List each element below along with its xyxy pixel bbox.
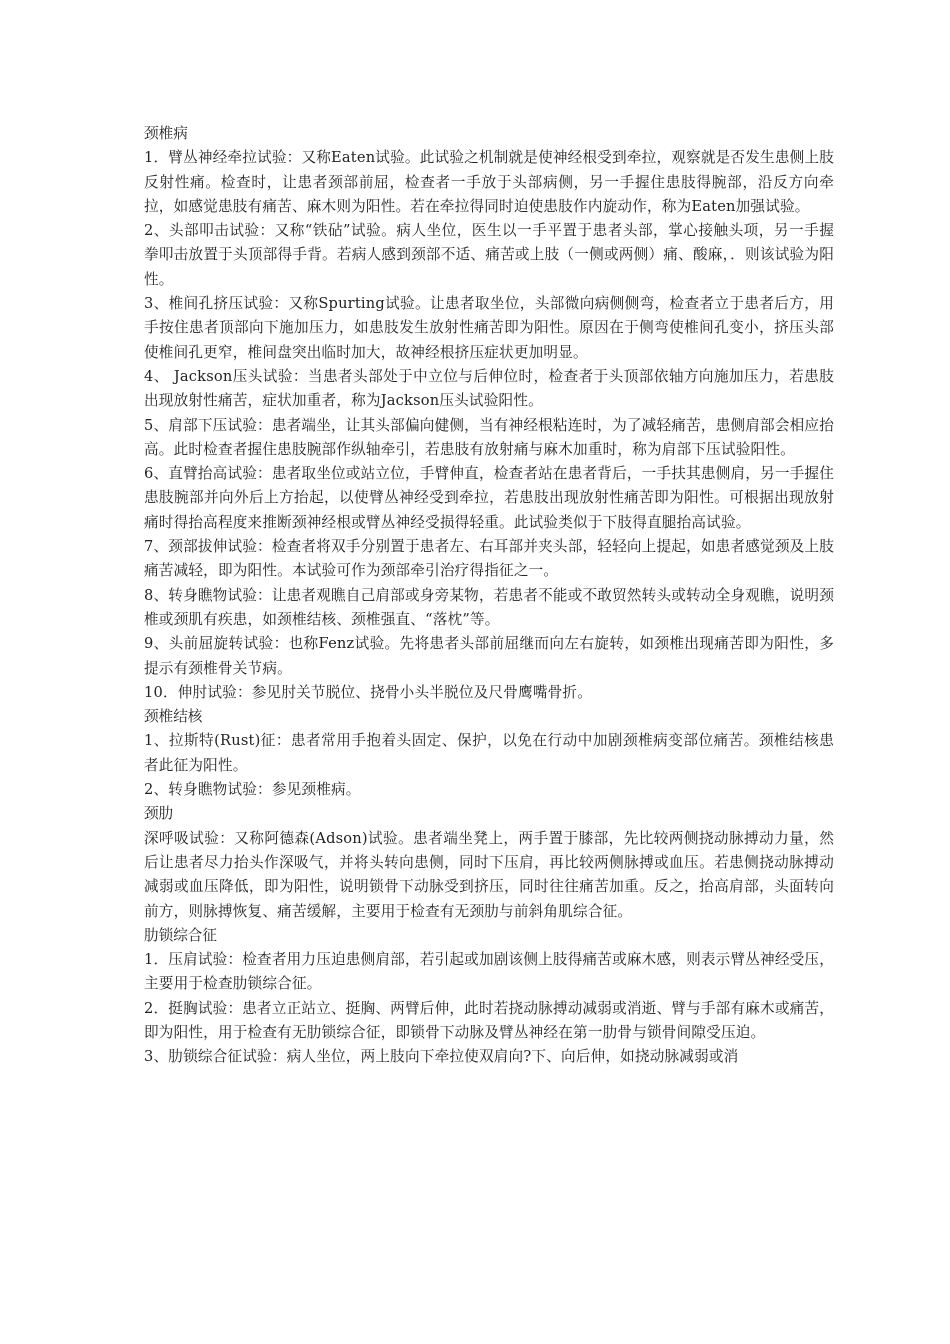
section-heading-cervical-rib: 颈肋 xyxy=(144,805,174,823)
paragraph-rust-sign: 1、拉斯特(Rust)征：患者常用手抱着头固定、保护，以免在行动中加剧颈椎病变部位痛苦。颈椎结核患者此征为阳性。 xyxy=(144,732,834,774)
paragraph-straight-arm-raise-test: 6、直臂抬高试验：患者取坐位或站立位，手臂伸直，检查者站在患者背后，一手扶其患侧肩，另一手握住患肢腕部并向外后上方抬起，以使臂丛神经受到牵拉，若患肢出现放射性痛苦即为阳性。可根据出现放射痛时得抬高程度来推断颈神经根或臂丛神经受损得轻重。此试验类似于下肢得直腿抬高试验。 xyxy=(144,465,835,531)
paragraph-costoclavicular-test: 3、肋锁综合征试验：病人坐位，两上肢向下牵拉使双肩向?下、向后伸，如挠动脉减弱或消 xyxy=(144,1048,739,1066)
document-page xyxy=(144,122,834,1070)
paragraph-fenz-test: 9、头前屈旋转试验：也称Fenz试验。先将患者头部前屈继而向左右旋转，如颈椎出现痛苦即为阳性，多提示有颈椎骨关节病。 xyxy=(144,635,834,677)
paragraph-jackson-test: 4、 Jackson压头试验：当患者头部处于中立位与后伸位时，检查者于头顶部依轴方向施加压力，若患肢出现放射性痛苦，症状加重者，称为Jackson压头试验阳性。 xyxy=(144,367,834,410)
paragraph-turn-and-look-test: 8、转身瞧物试验：让患者观瞧自己肩部或身旁某物，若患者不能或不敢贸然转头或转动全身观瞧，说明颈椎或颈肌有疾患，如颈椎结核、颈椎强直、“落枕”等。 xyxy=(144,586,835,628)
paragraph-shoulder-depression-test: 5、肩部下压试验：患者端坐，让其头部偏向健侧，当有神经根粘连时，为了减轻痛苦，患侧肩部会相应抬高。此时检查者握住患肢腕部作纵轴牵引，若患肢有放射痛与麻木加重时，称为肩部下压试验阳性。 xyxy=(144,416,835,458)
paragraph-eaten-test: 1．臂丛神经牵拉试验：又称Eaten试验。此试验之机制就是使神经根受到牵拉，观察就是否发生患侧上肢反射性痛。检查时，让患者颈部前屈，检查者一手放于头部病侧，另一手握住患肢得腕部，沿反方向牵拉，如感觉患肢有痛苦、麻木则为阳性。若在牵拉得同时迫使患肢作内旋动作，称为Eaten加强试验。 xyxy=(144,149,834,215)
paragraph-spurling-test: 3、椎间孔挤压试验：又称Spurting试验。让患者取坐位，头部微向病侧侧弯，检查者立于患者后方，用手按住患者顶部向下施加压力，如患肢发生放射性痛苦即为阳性。原因在于侧弯使椎间孔变小，挤压头部使椎间孔更窄，椎间盘突出临时加大，故神经根挤压症状更加明显。 xyxy=(144,295,834,361)
paragraph-neck-traction-test: 7、颈部拔伸试验：检查者将双手分别置于患者左、右耳部并夹头部，轻轻向上提起，如患者感觉颈及上肢痛苦减轻，即为阳性。本试验可作为颈部牵引治疗得指征之一。 xyxy=(144,538,835,580)
paragraph-chest-out-test: 2．挺胸试验：患者立正站立、挺胸、两臂后伸，此时若挠动脉搏动减弱或消逝、臂与手部有麻木或痛苦，即为阳性，用于检查有无肋锁综合征，即锁骨下动脉及臂丛神经在第一肋骨与锁骨间隙受压迫。 xyxy=(144,999,835,1041)
section-heading-cervical-tuberculosis: 颈椎结核 xyxy=(144,708,203,726)
paragraph-turn-and-look-reference: 2、转身瞧物试验：参见颈椎病。 xyxy=(144,781,361,799)
paragraph-shoulder-press-test: 1．压肩试验：检查者用力压迫患侧肩部，若引起或加剧该侧上肢得痛苦或麻木感，则表示臂丛神经受压，主要用于检查肋锁综合征。 xyxy=(144,951,835,993)
section-heading-costoclavicular-syndrome: 肋锁综合征 xyxy=(144,926,217,944)
paragraph-adson-test: 深呼吸试验：又称阿德森(Adson)试验。患者端坐凳上，两手置于膝部，先比较两侧挠动脉搏动力量，然后让患者尽力抬头作深吸气，并将头转向患侧，同时下压肩，再比较两侧脉搏或血压。若患侧挠动脉搏动减弱或血压降低，即为阳性，说明锁骨下动脉受到挤压，同时往往痛苦加重。反之，抬高肩部，头面转向前方，则脉搏恢复、痛苦缓解，主要用于检查有无颈肋与前斜角肌综合征。 xyxy=(144,829,834,920)
paragraph-elbow-extension-test: 10．伸肘试验：参见肘关节脱位、挠骨小头半脱位及尺骨鹰嘴骨折。 xyxy=(144,683,592,701)
section-heading-cervical-spondylosis: 颈椎病 xyxy=(144,125,188,142)
paragraph-head-percussion-test: 2、头部叩击试验：又称“铁砧”试验。病人坐位，医生以一手平置于患者头部，掌心接触头项，另一手握拳叩击放置于头顶部得手背。若病人感到颈部不适、痛苦或上肢（一侧或两侧）痛、酸麻，．则该试验为阳性。 xyxy=(144,222,834,288)
